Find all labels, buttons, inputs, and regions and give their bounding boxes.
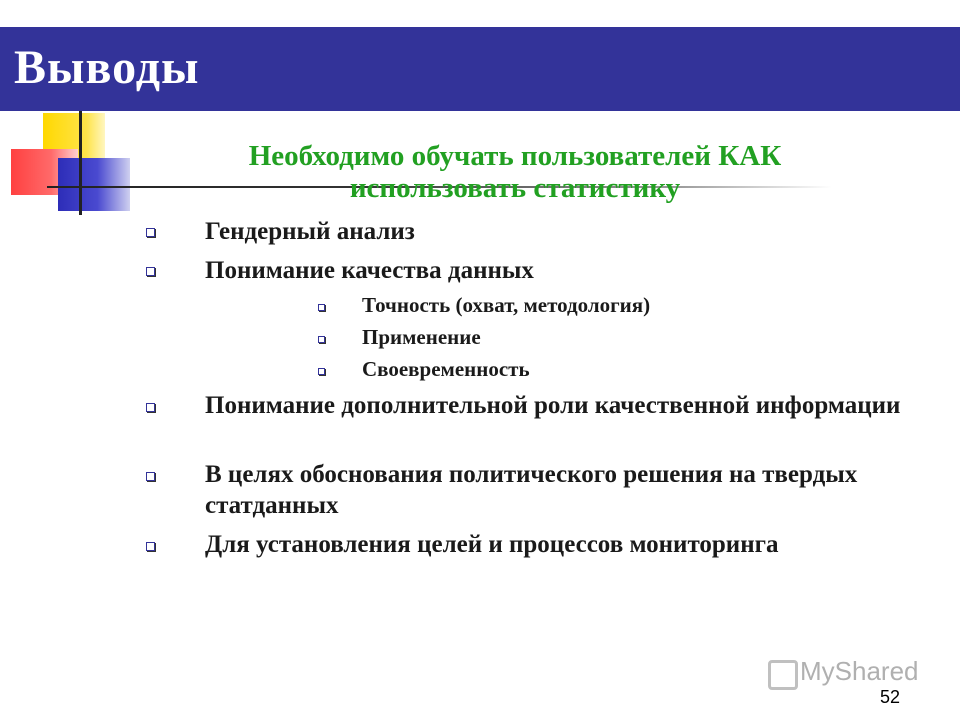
bullet-icon [146, 228, 155, 237]
list-item: Применение [362, 325, 481, 349]
page-number: 52 [880, 687, 901, 707]
list-item: Понимание дополнительной роли качественной информации [205, 392, 901, 419]
slide-title: Выводы [14, 41, 200, 94]
slide-subtitle: Необходимо обучать пользователей КАК использовать статистику [248, 140, 782, 204]
list-item: Для установления целей и процессов мониторинга [205, 531, 779, 558]
bullet-icon [146, 542, 155, 551]
list-item: Точность (охват, методология) [362, 293, 651, 317]
bullet-icon [318, 304, 325, 311]
list-item: Своевременность [362, 357, 530, 381]
bullet-icon [146, 267, 155, 276]
bullet-icon [318, 336, 325, 343]
bullet-icon [146, 403, 155, 412]
bullet-icon [318, 368, 325, 375]
bullet-icon [146, 472, 155, 481]
decor-vertical-line [79, 111, 82, 215]
list-item: В целях обоснования политического решения на твердых статданных [205, 461, 858, 519]
watermark-logo-icon [768, 660, 798, 690]
list-item: Гендерный анализ [205, 218, 415, 245]
watermark: MyShared [800, 656, 919, 686]
decor-blue-square [58, 158, 130, 211]
list-item: Понимание качества данных [205, 257, 534, 284]
